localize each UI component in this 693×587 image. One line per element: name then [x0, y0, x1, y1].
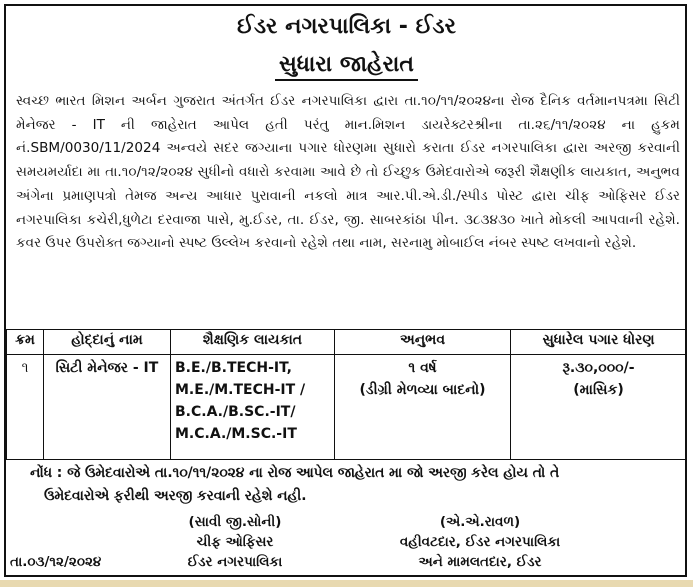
- header-experience: અનુભવ: [335, 330, 511, 355]
- note-line-1: નોંધ : જે ઉમેદવારોએ તા.૧૦/૧૧/૨૦૨૪ ના રોજ આપેલ જાહેરાત મા જો અરજી કરેલ હોય તો તે: [30, 465, 560, 481]
- page-title: ઈડર નગરપાલિકા - ઈડર: [237, 14, 456, 39]
- cell-qualification: [171, 355, 335, 460]
- qualification-line: M.E./M.TECH-IT /: [175, 382, 306, 398]
- table-header-row: [7, 330, 687, 355]
- qualification-line: M.C.A./M.SC.-IT: [175, 426, 297, 442]
- cell-post: સિટી મેનેજર - IT: [44, 355, 171, 460]
- page-subtitle: [0, 52, 693, 81]
- experience-note: (ડીગ્રી મેળવ્યા બાદનો): [359, 382, 486, 398]
- salary-period: (માસિક): [573, 382, 624, 398]
- signature-chief-officer: [150, 512, 320, 572]
- header-post: હોદ્દાનું નામ: [44, 330, 171, 355]
- cell-salary: [511, 355, 687, 460]
- subtitle-text: સુધારા જાહેરાત: [275, 52, 418, 81]
- signatory-title: ચીફ ઓફિસર: [196, 534, 274, 550]
- notice-paragraph: સ્વચ્છ ભારત મિશન અર્બન ગુજરાત અંતર્ગત ઈડર નગરપાલિકા દ્વારા તા.૧૦/૧૧/૨૦૨૪ના રોજ દૈનિક વર્તમાનપત્રમા સિટી મેનેજર - IT ની જાહેરાત આપેલ હતી પરંતુ માન.મિશન ડાયરેક્ટરશ્રીના તા.૨૬/૧૧/૨૦૨૪ ના હુકમ નં.SBM/0030/11/2024 અન્વયે સદર જગ્યાના પગાર ધોરણમા સુધારો કરાતા ઈડર નગરપાલિકા દ્વારા અરજી કરવાની સમયમર્યાદા મા તા.૧૦/૧૨/૨૦૨૪ સુધીનો વધારો કરવામા આવે છે તો ઈચ્છુક ઉમેદવારોએ જરૂરી શૈક્ષણીક લાયકાત, અનુભવ અંગેના પ્રમાણપત્રો તેમજ અન્ય આધાર પુરાવાની નકલો માત્ર આર.પી.એ.ડી./સ્પીડ પોસ્ટ દ્વારા ચીફ ઓફિસર ઈડર નગરપાલિકા કચેરી,ધુળેટા દરવાજા પાસે, મુ.ઈડર, તા. ઈડર, જી. સાબરકાંઠા પીન. ૩૮૩૪૩૦ ખાતે મોકલી આપવાની રહેશે. કવર ઉપર ઉપરોક્ત જગ્યાનો સ્પષ્ટ ઉલ્લેખ કરવાનો રહેશે તથા નામ, સરનામુ મોબાઈલ નંબર સ્પષ્ટ લખવાનો રહેશે.: [16, 93, 680, 252]
- qualification-line: B.E./B.TECH-IT,: [175, 360, 292, 376]
- signatory-name: (એ.એ.રાવળ): [439, 514, 521, 530]
- signatory-office: અને મામલતદાર, ઈડર: [418, 554, 542, 570]
- table-row: [7, 355, 687, 460]
- qualification-line: B.C.A./B.SC.-IT/: [175, 404, 296, 420]
- signatory-title: વહીવટદાર, ઈડર નગરપાલિકા: [399, 534, 561, 550]
- header-qualification: શૈક્ષણિક લાયકાત: [171, 330, 335, 355]
- cell-sr: ૧: [7, 355, 44, 460]
- note-line-2: ઉમેદવારોએ ફરીથી અરજી કરવાની રહેશે નહી.: [44, 488, 307, 504]
- bottom-strip: [0, 580, 693, 587]
- note-block: [30, 462, 680, 508]
- signature-administrator: [340, 512, 620, 572]
- signatory-name: (સાવી જી.સોની): [188, 514, 282, 530]
- posts-table: [6, 329, 687, 460]
- issue-date: તા.૦૩/૧૨/૨૦૨૪: [10, 554, 102, 570]
- experience-years: ૧ વર્ષ: [408, 360, 437, 376]
- header-sr: ક્રમ: [7, 330, 44, 355]
- header-salary: સુધારેલ પગાર ધોરણ: [511, 330, 687, 355]
- signatory-office: ઈડર નગરપાલિકા: [187, 554, 283, 570]
- cell-experience: [335, 355, 511, 460]
- salary-amount: રૂ.૩૦,૦૦૦/-: [562, 360, 635, 376]
